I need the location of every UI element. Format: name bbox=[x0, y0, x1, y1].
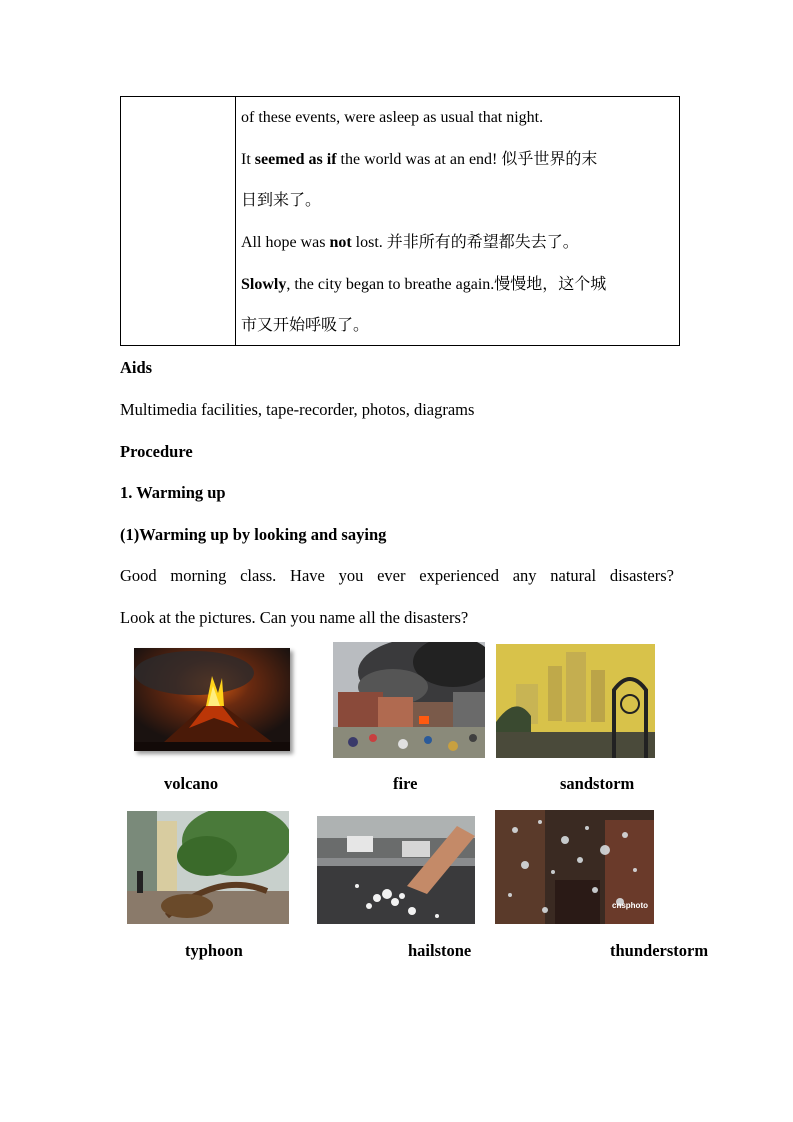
text-segment: All hope was bbox=[241, 234, 330, 251]
table-line bbox=[241, 275, 606, 295]
caption-fire: fire bbox=[393, 774, 418, 793]
text-segment: 日到来了。 bbox=[241, 192, 322, 209]
text-segment: , the city began to breathe again.慢慢地，这个城 bbox=[286, 276, 607, 293]
table-line bbox=[241, 150, 597, 170]
volcano-photo bbox=[134, 648, 290, 751]
text-segment: It bbox=[241, 151, 255, 168]
table-line bbox=[241, 233, 579, 253]
caption-volcano: volcano bbox=[164, 774, 219, 793]
text-segment: of these events, were asleep as usual that night. bbox=[241, 109, 544, 126]
caption-hailstone: hailstone bbox=[408, 941, 472, 960]
table-line bbox=[241, 316, 369, 336]
procedure-heading: Procedure bbox=[120, 442, 193, 461]
aids-text: Multimedia facilities, tape-recorder, photos, diagrams bbox=[120, 400, 475, 419]
text-segment: the world was at an end! 似乎世界的末 bbox=[336, 151, 598, 168]
typhoon-photo bbox=[127, 811, 289, 924]
table-line bbox=[241, 191, 321, 211]
sandstorm-photo bbox=[496, 644, 655, 758]
bold-phrase: Slowly bbox=[241, 276, 287, 293]
substep-heading: (1)Warming up by looking and saying bbox=[120, 525, 387, 544]
caption-thunderstorm: thunderstorm bbox=[610, 941, 709, 960]
intro-paragraph-line-2: Look at the pictures. Can you name all the disasters? bbox=[120, 608, 469, 627]
text-segment: 市又开始呼吸了。 bbox=[241, 317, 370, 334]
aids-heading: Aids bbox=[120, 358, 153, 377]
hailstone-photo bbox=[317, 816, 475, 924]
caption-typhoon: typhoon bbox=[185, 941, 243, 960]
caption-sandstorm: sandstorm bbox=[560, 774, 635, 793]
bold-phrase: not bbox=[329, 234, 352, 251]
step-heading: 1. Warming up bbox=[120, 483, 226, 502]
table-line bbox=[241, 108, 543, 128]
intro-paragraph-line-1: Good morning class. Have you ever experienced any natural disasters? bbox=[120, 566, 674, 585]
text-segment: lost. 并非所有的希望都失去了。 bbox=[351, 234, 579, 251]
fire-photo bbox=[333, 642, 485, 758]
thunderstorm-photo bbox=[495, 810, 654, 924]
bold-phrase: seemed as if bbox=[254, 151, 337, 168]
photo-watermark: cnsphoto bbox=[612, 901, 648, 910]
content-table bbox=[120, 96, 680, 346]
table-column-divider bbox=[235, 97, 236, 345]
